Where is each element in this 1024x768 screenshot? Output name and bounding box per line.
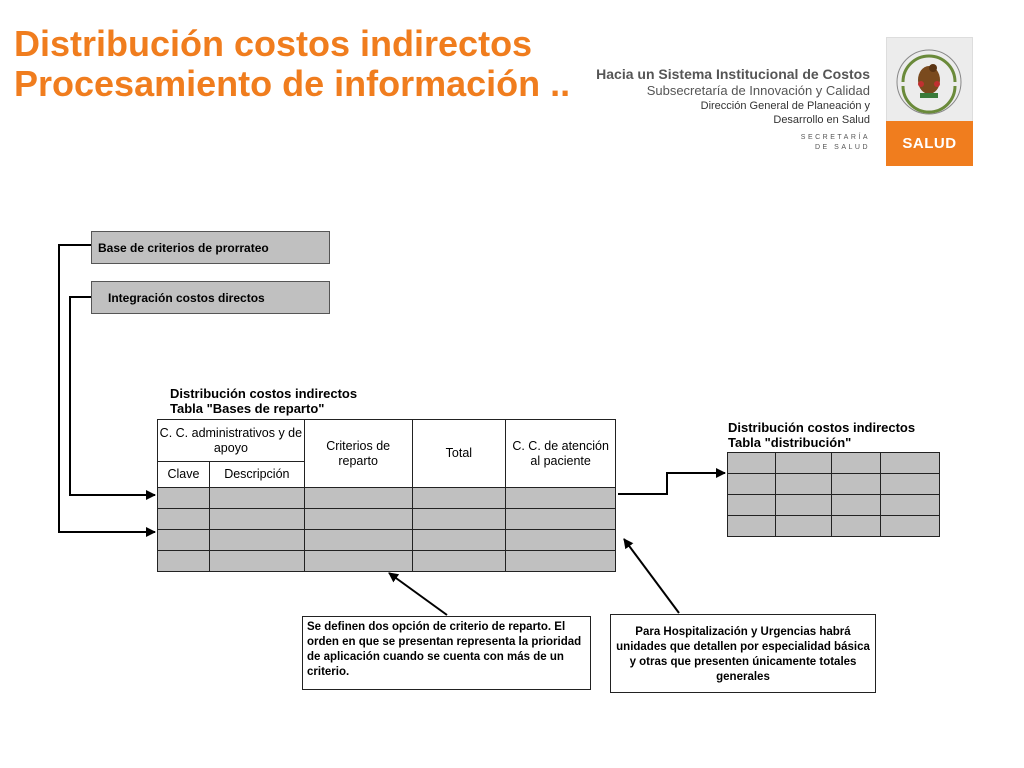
title-line-1: Distribución costos indirectos (14, 23, 533, 64)
arrow-note-right (624, 539, 679, 613)
header-cc-admin: C. C. administrativos y de apoyo (158, 420, 305, 462)
base-criterios-label: Base de criterios de prorrateo (98, 240, 269, 255)
header-descripcion: Descripción (209, 462, 304, 488)
header-sec-1: SECRETARÍA (800, 134, 870, 141)
header-total: Total (412, 420, 506, 488)
header-line-3: Dirección General de Planeación y (700, 100, 870, 112)
header-criterios: Criterios de reparto (304, 420, 412, 488)
salud-band: SALUD (886, 121, 973, 166)
header-line-2: Subsecretaría de Innovación y Calidad (646, 83, 870, 98)
bases-caption-line-2: Tabla "Bases de reparto" (170, 401, 325, 416)
title-line-2: Procesamiento de información .. (14, 63, 571, 104)
header-cc-atencion: C. C. de atención al paciente (506, 420, 616, 488)
header-clave: Clave (158, 462, 210, 488)
dist-caption-line-2: Tabla "distribución" (728, 435, 852, 450)
header-line-4: Desarrollo en Salud (773, 114, 870, 126)
header-line-1: Hacia un Sistema Institucional de Costos (596, 66, 870, 82)
arrow-base-criterios (59, 245, 155, 532)
note-hospitalizacion: Para Hospitalización y Urgencias habrá unidades que detallen por especialidad básica y otras que presenten únicamente totales generales (610, 614, 876, 693)
arrow-integracion (70, 297, 155, 495)
arrow-to-distribution (618, 473, 725, 494)
note-criterios: Se definen dos opción de criterio de reparto. El orden en que se presentan representa la prioridad de aplicación cuando se cuenta con más de un criterio. (302, 616, 591, 690)
dist-caption-line-1: Distribución costos indirectos (728, 420, 916, 435)
integracion-costos-label: Integración costos directos (108, 290, 265, 305)
header-sec-2: DE SALUD (814, 144, 870, 151)
arrow-note-left (389, 573, 447, 615)
bases-caption-line-1: Distribución costos indirectos (170, 386, 358, 401)
